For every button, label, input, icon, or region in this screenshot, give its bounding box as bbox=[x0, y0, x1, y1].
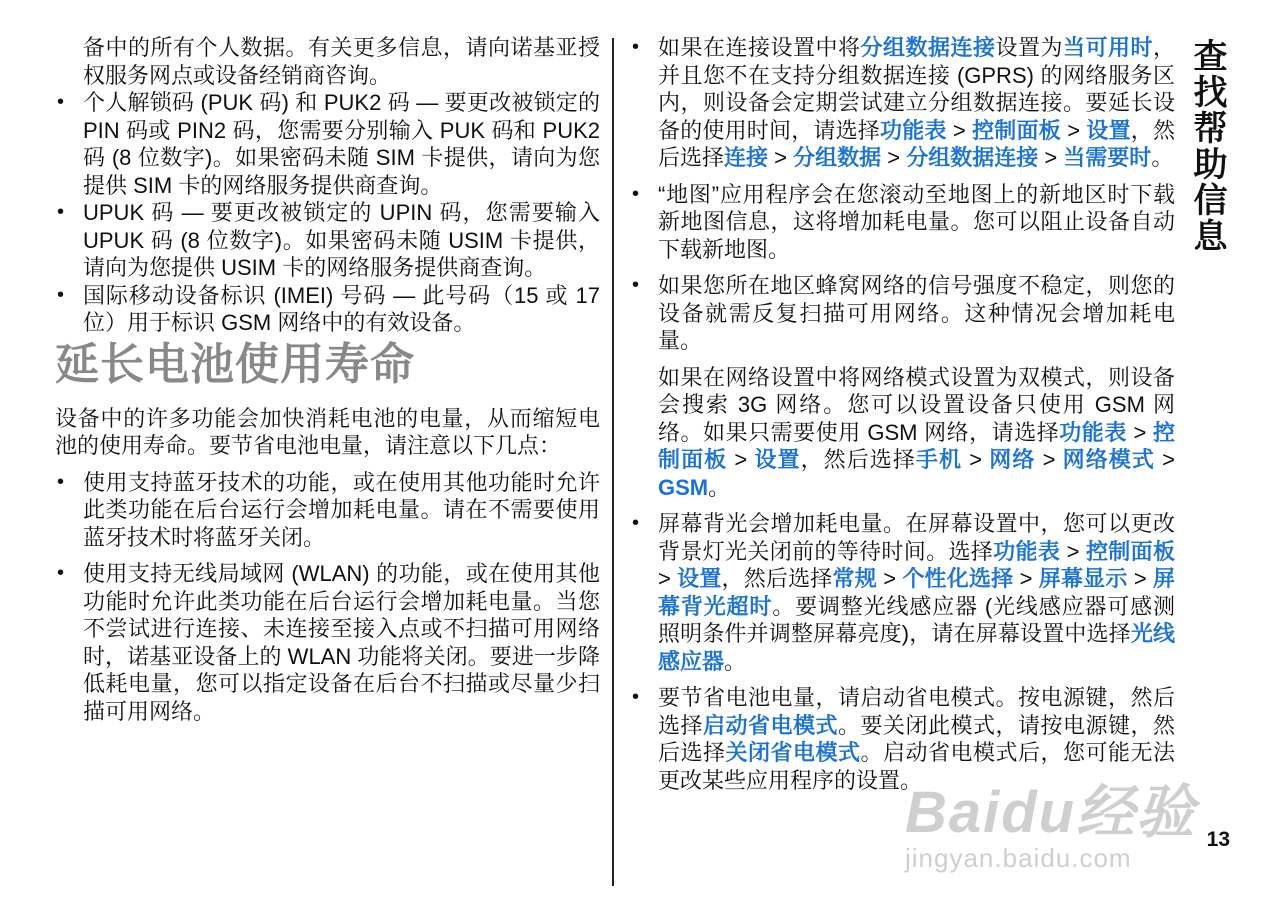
menu-link: 连接 bbox=[724, 145, 769, 170]
menu-link: 启动省电模式 bbox=[703, 712, 838, 738]
menu-link: 网络模式 bbox=[1062, 447, 1155, 472]
menu-link: 手机 bbox=[915, 447, 963, 472]
text: 屏幕背光会增加耗电量。在屏幕设置中，您可以更改背景灯光关闭前的等待时间。选择 bbox=[658, 511, 1175, 564]
menu-link: 控制面板 bbox=[658, 419, 1175, 472]
separator: > bbox=[881, 145, 907, 170]
menu-link: 屏幕背光超时 bbox=[658, 566, 1175, 619]
list-item: • UPUK 码 — 要更改被锁定的 UPIN 码，您需要输入 UPUK 码 (8 位数字)。如果密码未随 USIM 卡提供，请向为您提供 USIM 卡的网络服务提供商查询。 bbox=[55, 199, 600, 282]
menu-link: 控制面板 bbox=[1085, 538, 1175, 564]
menu-link: 关闭省电模式 bbox=[725, 740, 861, 765]
text: ，然后选择 bbox=[721, 566, 833, 591]
text: ，然后选择 bbox=[658, 117, 1175, 170]
separator: > bbox=[768, 145, 794, 170]
menu-link: 控制面板 bbox=[972, 117, 1061, 143]
list-item: • 个人解锁码 (PUK 码) 和 PUK2 码 — 要更改被锁定的 PIN 码或 PIN2 码，您需要分别输入 PUK 码和 PUK2 码 (8 位数字)。如果密码未随 SIM 卡提供，请向为您提供 SIM 卡的网络服务提供商查询。 bbox=[55, 89, 600, 199]
separator: > bbox=[658, 566, 678, 591]
separator: > bbox=[1060, 538, 1086, 564]
text: 如果在连接设置中将 bbox=[658, 35, 861, 60]
intro-continuation: 备中的所有个人数据。有关更多信息，请向诺基亚授权服务网点或设备经销商咨询。 bbox=[83, 35, 600, 88]
dual-mode-paragraph bbox=[630, 364, 1175, 502]
text: 设置为 bbox=[995, 35, 1063, 60]
codes-list bbox=[55, 89, 600, 337]
page-number: 13 bbox=[1206, 828, 1230, 851]
menu-link: 网络 bbox=[989, 447, 1036, 472]
menu-link: 分组数据连接 bbox=[860, 35, 996, 60]
separator: > bbox=[946, 117, 973, 143]
menu-link: GSM bbox=[658, 474, 709, 500]
menu-link: 设置 bbox=[677, 566, 722, 591]
menu-link: 设置 bbox=[1086, 117, 1131, 143]
watermark-logo: Baidu经验 bbox=[905, 780, 1197, 845]
menu-link: 常规 bbox=[832, 566, 877, 591]
separator: > bbox=[727, 447, 755, 472]
power-tips-list bbox=[630, 34, 1175, 355]
text: 。要调整光线感应器 (光线感应器可感测照明条件并调整屏幕亮度)，请在屏幕设置中选择 bbox=[658, 593, 1175, 646]
list-item-backlight bbox=[630, 510, 1175, 675]
text: 如果在网络设置中将网络模式设置为双模式，则设备会搜索 3G 网络。您可以设置设备只使用 GSM 网络。如果只需要使用 GSM 网络，请选择 bbox=[658, 364, 1175, 445]
list-item: • 使用支持蓝牙技术的功能，或在使用其他功能时允许此类功能在后台运行会增加耗电量。请在不需要使用蓝牙技术时将蓝牙关闭。 bbox=[55, 469, 600, 552]
text: ，然后选择 bbox=[800, 447, 916, 472]
tips-list bbox=[55, 469, 600, 726]
menu-link: 当需要时 bbox=[1063, 145, 1152, 170]
separator: > bbox=[1038, 145, 1064, 170]
separator: > bbox=[876, 566, 903, 591]
menu-link: 个性化选择 bbox=[902, 566, 1014, 591]
separator: > bbox=[1127, 566, 1153, 591]
separator: > bbox=[1126, 419, 1153, 445]
separator: > bbox=[1060, 117, 1087, 143]
list-item-maps: • “地图”应用程序会在您滚动至地图上的新地区时下载新地图信息，这将增加耗电量。您可以阻止设备自动下载新地图。 bbox=[630, 181, 1175, 264]
text: ，并且您不在支持分组数据连接 (GPRS) 的网络服务区内，则设备会定期尝试建立分组数据连接。要延长设备的使用时间，请选择 bbox=[658, 35, 1175, 143]
text: 。启动省电模式后，您可能无法更改某些应用程序的设置。 bbox=[658, 740, 1175, 793]
watermark-url: jingyan.baidu.com bbox=[905, 843, 1132, 873]
menu-link: 分组数据 bbox=[793, 145, 882, 170]
menu-link: 功能表 bbox=[993, 538, 1061, 564]
separator: > bbox=[1013, 566, 1039, 591]
separator: > bbox=[1035, 447, 1063, 472]
menu-link: 分组数据连接 bbox=[906, 145, 1039, 170]
text: 。 bbox=[1151, 145, 1174, 170]
text: 。要关闭此模式，请按电源键，然后选择 bbox=[658, 712, 1175, 765]
side-section-title: 查找帮助信息 bbox=[1188, 38, 1226, 254]
separator: > bbox=[1154, 447, 1175, 472]
list-item-packet-data bbox=[630, 34, 1175, 172]
power-tips-list-2 bbox=[630, 510, 1175, 794]
menu-link: 功能表 bbox=[880, 117, 947, 143]
separator: > bbox=[962, 447, 990, 472]
text: 。 bbox=[724, 648, 747, 674]
list-item-power-saving bbox=[630, 684, 1175, 794]
menu-link: 当可用时 bbox=[1062, 35, 1153, 60]
list-item: • 使用支持无线局域网 (WLAN) 的功能，或在使用其他功能时允许此类功能在后台运行会增加耗电量。当您不尝试进行连接、未连接至接入点或不扫描可用网络时，诺基亚设备上的 WLAN 功能将关闭。要进一步降低耗电量，您可以指定设备在后台不扫描或尽量少扫描可用网络。 bbox=[55, 560, 600, 725]
menu-link: 设置 bbox=[754, 447, 801, 472]
list-item-cellular: • 如果您所在地区蜂窝网络的信号强度不稳定，则您的设备就需反复扫描可用网络。这种情况会增加耗电量。 bbox=[630, 272, 1175, 355]
section-title: 延长电池使用寿命 bbox=[55, 339, 415, 389]
menu-link: 光线感应器 bbox=[658, 621, 1175, 674]
menu-link: 屏幕显示 bbox=[1038, 566, 1128, 591]
section-intro: 设备中的许多功能会加快消耗电池的电量，从而缩短电池的使用寿命。要节省电池电量，请注意以下几点： bbox=[55, 405, 600, 458]
column-divider bbox=[612, 38, 614, 886]
list-item: • 国际移动设备标识 (IMEI) 号码 — 此号码（15 或 17 位）用于标识 GSM 网络中的有效设备。 bbox=[55, 282, 600, 337]
text: 要节省电池电量，请启动省电模式。按电源键，然后选择 bbox=[658, 685, 1175, 738]
menu-link: 功能表 bbox=[1059, 419, 1127, 445]
text: 。 bbox=[708, 474, 731, 500]
right-column bbox=[630, 34, 1175, 794]
left-column bbox=[55, 34, 600, 725]
